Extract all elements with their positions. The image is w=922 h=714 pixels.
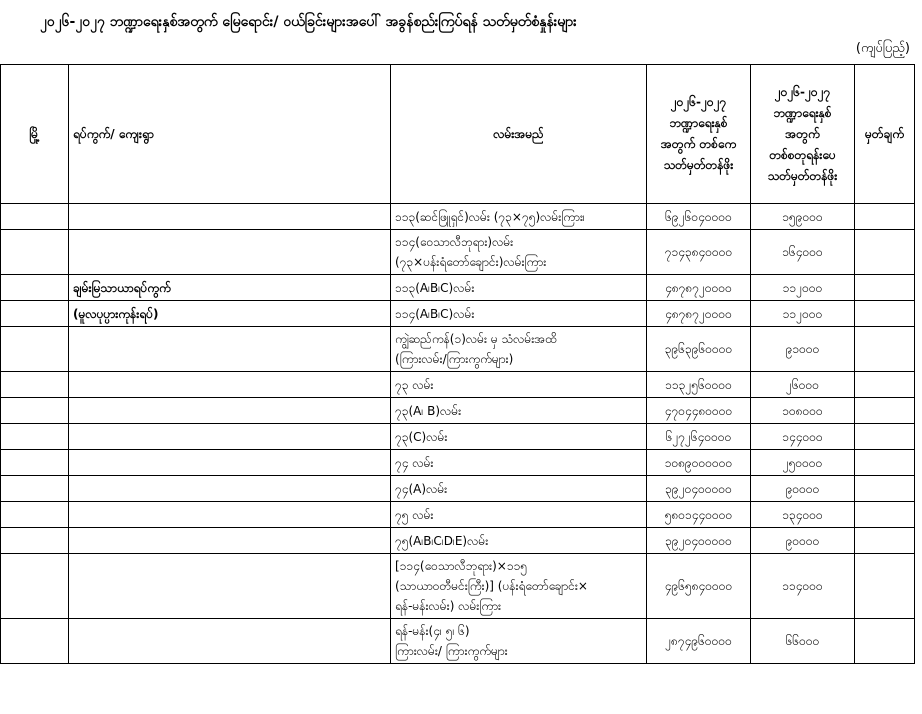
street-cell (391, 619, 647, 664)
street-line: ၇၅(A၊B၊C၊D၊E)လမ်း (395, 533, 489, 548)
acre-value-cell: ၃၉၂၀၄၀၀၀၀၀ (647, 476, 751, 502)
street-line: ကျွဲဆည်ကန်(၁)လမ်း မှ သံလမ်းအထိ (395, 332, 557, 346)
sqft-value-cell: ၁၃၄၀၀၀ (751, 502, 855, 528)
street-line: [၁၁၄(ဝေသာလီဘုရား)×၁၁၅ (395, 559, 528, 573)
township-cell (1, 424, 69, 450)
table-row (1, 301, 915, 327)
table-row (1, 327, 915, 372)
sqft-value-cell: ၁၄၄၀၀၀ (751, 424, 855, 450)
acre-value-cell: ၇၁၄၃၈၄၀၀၀၀ (647, 230, 751, 275)
street-line: ၇၃ လမ်း (395, 377, 434, 392)
remarks-cell (855, 528, 915, 554)
street-line: ၁၁၃(A၊B၊C)လမ်း (395, 280, 475, 295)
table-row (1, 619, 915, 664)
remarks-cell (855, 327, 915, 372)
street-line: ၇၅ လမ်း (395, 507, 434, 522)
acre-value-cell: ၃၉၂၀၄၀၀၀၀၀ (647, 528, 751, 554)
remarks-cell (855, 450, 915, 476)
township-cell (1, 301, 69, 327)
street-cell (391, 528, 647, 554)
acre-value-cell: ၂၈၇၄၉၆၀၀၀၀ (647, 619, 751, 664)
sqft-value-cell: ၁၁၄၀၀၀ (751, 554, 855, 619)
remarks-cell (855, 424, 915, 450)
table-row (1, 502, 915, 528)
acre-value-cell: ၄၉၆၅၈၄၀၀၀၀ (647, 554, 751, 619)
street-cell (391, 275, 647, 301)
remarks-cell (855, 372, 915, 398)
acre-value-cell: ၆၉၂၆၀၄၀၀၀၀ (647, 204, 751, 230)
sqft-value-cell: ၉၀၀၀၀ (751, 476, 855, 502)
remarks-cell (855, 502, 915, 528)
acre-value-cell: ၅၈၀၁၄၄၀၀၀၀ (647, 502, 751, 528)
street-cell (391, 398, 647, 424)
table-row (1, 554, 915, 619)
sqft-value-cell: ၁၁၂၀၀၀ (751, 301, 855, 327)
land-rate-table (0, 64, 915, 664)
street-line: ၇၄ လမ်း (395, 455, 434, 470)
street-line: ရန်-မန်း(၄၊ ၅၊ ၆) (395, 624, 470, 638)
street-cell (391, 230, 647, 275)
sqft-value-cell: ၆၆၀၀၀ (751, 619, 855, 664)
township-cell (1, 372, 69, 398)
acre-value-cell: ၁၀၈၉၀၀၀၀၀၀ (647, 450, 751, 476)
township-cell (1, 450, 69, 476)
street-line: ၁၁၃(ဆင်ဖြူရှင်)လမ်း (၇၃×၇၅)လမ်းကြား၊ (395, 209, 585, 224)
sqft-value-cell: ၂၆၀၀၀ (751, 372, 855, 398)
acre-value-cell: ၆၂၇၂၆၄၀၀၀၀ (647, 424, 751, 450)
table-body (1, 204, 915, 664)
street-cell (391, 450, 647, 476)
header-township: မြို့ (1, 65, 69, 204)
street-cell (391, 372, 647, 398)
sqft-value-cell: ၁၀၈၀၀၀ (751, 398, 855, 424)
table-row (1, 275, 915, 301)
street-cell (391, 204, 647, 230)
ward-cell (69, 398, 391, 424)
ward-cell (69, 327, 391, 372)
township-cell (1, 275, 69, 301)
page-title: ၂၀၂၆-၂၀၂၇ ဘဏ္ဍာရေးနှစ်အတွက် မြေရောင်း/ ဝယ်ခြင်းများအပေါ် အခွန်စည်းကြပ်ရန် သတ်မှတ်စံနှုန်းများ (40, 14, 577, 30)
sqft-value-cell: ၂၅၀၀၀၀ (751, 450, 855, 476)
street-line: ၁၁၄(A၊B၊C)လမ်း (395, 306, 475, 321)
street-cell (391, 301, 647, 327)
acre-value-cell: ၄၇၀၄၄၈၀၀၀၀ (647, 398, 751, 424)
township-cell (1, 502, 69, 528)
township-cell (1, 204, 69, 230)
remarks-cell (855, 275, 915, 301)
table-row (1, 398, 915, 424)
street-line: (သာယာဝတီမင်းကြီး)] (ပန်းရံတော်ချောင်း× (395, 579, 588, 593)
header-sqft-value: ၂၀၂၆-၂၀၂၇ ဘဏ္ဍာရေးနှစ် အတွက် တစ်စတုရန်းပေ သတ်မှတ်တန်ဖိုး (751, 65, 855, 204)
unit-label: (ကျပ်ပြည့်) (855, 41, 910, 56)
township-cell (1, 327, 69, 372)
table-row (1, 204, 915, 230)
township-cell (1, 619, 69, 664)
township-cell (1, 554, 69, 619)
remarks-cell (855, 301, 915, 327)
ward-cell (69, 372, 391, 398)
ward-cell (69, 502, 391, 528)
street-line: ၇၃(A၊ B)လမ်း (395, 403, 462, 418)
ward-cell: (မူလပုပ္ပားကုန်းရပ်) (69, 301, 391, 327)
township-cell (1, 528, 69, 554)
remarks-cell (855, 398, 915, 424)
acre-value-cell: ၄၈၇၈၇၂၀၀၀၀ (647, 275, 751, 301)
ward-cell (69, 230, 391, 275)
header-acre-value: ၂၀၂၆-၂၀၂၇ ဘဏ္ဍာရေးနှစ် အတွက် တစ်ကေ သတ်မှတ်တန်ဖိုး (647, 65, 751, 204)
table-header-row (1, 65, 915, 204)
street-line: ၇၄(A)လမ်း (395, 481, 448, 496)
header-ward: ရပ်ကွက်/ ကျေးရွာ (69, 65, 391, 204)
township-cell (1, 230, 69, 275)
street-cell (391, 554, 647, 619)
header-street: လမ်းအမည် (391, 65, 647, 204)
street-cell (391, 476, 647, 502)
table-row (1, 230, 915, 275)
ward-cell (69, 476, 391, 502)
remarks-cell (855, 476, 915, 502)
street-line: ၇၃(C)လမ်း (395, 429, 448, 444)
street-cell (391, 327, 647, 372)
sqft-value-cell: ၁၁၂၀၀၀ (751, 275, 855, 301)
ward-cell (69, 450, 391, 476)
sqft-value-cell: ၁၆၄၀၀၀ (751, 230, 855, 275)
ward-cell (69, 424, 391, 450)
remarks-cell (855, 204, 915, 230)
street-line: (၇၃×ပန်းရံတော်ချောင်း)လမ်းကြား (395, 255, 547, 269)
table-row (1, 372, 915, 398)
acre-value-cell: ၁၁၃၂၅၆၀၀၀၀ (647, 372, 751, 398)
header-remarks: မှတ်ချက် (855, 65, 915, 204)
township-cell (1, 398, 69, 424)
street-cell (391, 424, 647, 450)
township-cell (1, 476, 69, 502)
sqft-value-cell: ၁၅၉၀၀၀ (751, 204, 855, 230)
table-row (1, 528, 915, 554)
acre-value-cell: ၃၉၆၃၉၆၀၀၀၀ (647, 327, 751, 372)
table-row (1, 450, 915, 476)
remarks-cell (855, 230, 915, 275)
ward-cell (69, 619, 391, 664)
remarks-cell (855, 619, 915, 664)
acre-value-cell: ၄၈၇၈၇၂၀၀၀၀ (647, 301, 751, 327)
table-row (1, 424, 915, 450)
street-line: ရန်-မန်းလမ်း) လမ်းကြား (395, 599, 502, 613)
table-row (1, 476, 915, 502)
sqft-value-cell: ၉၀၀၀၀ (751, 528, 855, 554)
ward-cell (69, 204, 391, 230)
sqft-value-cell: ၉၁၀၀၀ (751, 327, 855, 372)
street-line: ၁၁၄(ဝေသာလီဘုရား)လမ်း (395, 235, 514, 249)
street-line: ကြားလမ်း/ ကြားကွက်များ (395, 644, 508, 658)
ward-cell (69, 528, 391, 554)
remarks-cell (855, 554, 915, 619)
street-line: (ကြားလမ်း/ကြားကွက်များ) (395, 352, 514, 366)
ward-cell: ချမ်းမြသာယာရပ်ကွက် (69, 275, 391, 301)
ward-cell (69, 554, 391, 619)
street-cell (391, 502, 647, 528)
